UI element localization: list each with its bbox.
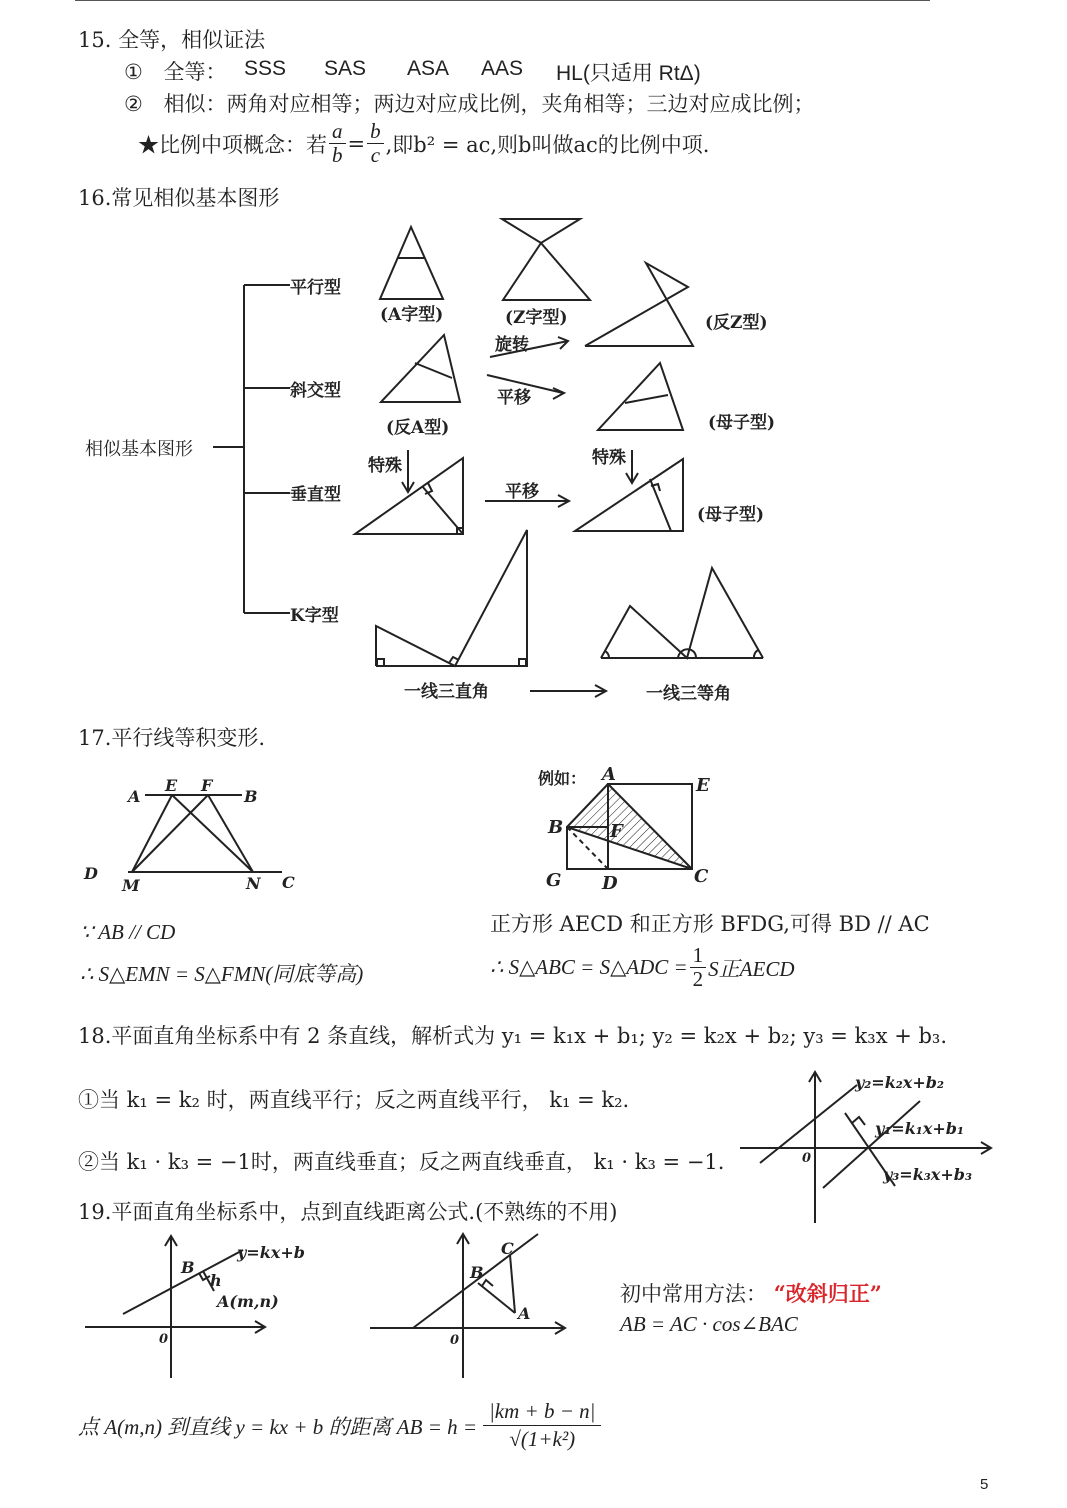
seg-en <box>172 795 253 872</box>
label-k-right: 一线三等角 <box>646 684 731 704</box>
page-number: 5 <box>980 1476 989 1493</box>
s15-star-suffix: ,即b² = ac,则b叫做ac的比例中项. <box>385 132 710 157</box>
pt-a: A <box>128 787 141 806</box>
pt-e: E <box>165 776 178 795</box>
s19-distance-prefix: 点 A(m,n) 到直线 y = kx + b 的距离 AB = h = <box>78 1414 478 1439</box>
section-19-title: 19.平面直角坐标系中，点到直线距离公式.(不熟练的不用) <box>78 1200 618 1224</box>
pt-c: C <box>282 873 295 892</box>
frac-den: √(1+k²) <box>509 1427 576 1452</box>
origin-label: 0 <box>159 1332 169 1347</box>
distance-graph-2 <box>365 1228 595 1383</box>
frac-num: |km + b − n| <box>483 1398 601 1426</box>
label-y1: y₁=k₁x+b₁ <box>875 1119 964 1138</box>
k-left-figure <box>376 530 527 666</box>
similar-shapes-diagram <box>0 205 1067 715</box>
seg-fn <box>208 795 253 872</box>
label-z-type: (Z字型) <box>505 308 568 328</box>
seg-fm <box>132 795 208 872</box>
s17-because: ∵ AB // CD <box>80 920 176 944</box>
label-y2: y₂=k₂x+b₂ <box>855 1073 944 1092</box>
sq-pt-e: E <box>696 775 710 796</box>
s19-distance-fraction <box>483 1398 601 1453</box>
s15-line1 <box>124 56 227 86</box>
s19-method-quote: “改斜归正” <box>773 1281 882 1306</box>
seg-em <box>132 795 172 872</box>
a-type-triangle <box>380 227 443 299</box>
sq-pt-a: A <box>602 764 616 785</box>
branch-oblique: 斜交型 <box>290 381 341 401</box>
s15-star-eq: = <box>347 131 366 156</box>
mother2-altitude <box>650 479 671 531</box>
s15-item-asa: ASA <box>407 57 450 80</box>
section-16-title: 16.常见相似基本图形 <box>78 186 280 210</box>
s17-result-prefix: ∴ S△ABC = S△ADC = <box>490 955 688 980</box>
s15-line1-num: ① <box>124 60 143 84</box>
label-h: h <box>210 1271 222 1290</box>
s15-frac-b-c <box>367 120 384 167</box>
k-right-angle-1 <box>605 651 609 658</box>
mother1-cross-line <box>625 395 668 403</box>
sq-pt-c: C <box>694 866 709 887</box>
s17-half-fraction <box>690 944 707 991</box>
z-type-bottom-triangle <box>503 243 590 300</box>
top-rule <box>75 0 930 1</box>
s15-line2-text: 相似：两角对应相等；两边对应成比例，夹角相等；三边对应成比例； <box>163 92 815 116</box>
s15-item-sss: SSS <box>244 57 287 80</box>
k-right-angle-3 <box>754 650 758 658</box>
s19-distance-formula <box>78 1398 603 1453</box>
s15-item-aas: AAS <box>481 57 524 80</box>
label-rev-z: (反Z型) <box>705 313 768 333</box>
s19-method <box>620 1278 882 1308</box>
pt-f: F <box>201 776 213 795</box>
s15-item-hl: HL(只适用 RtΔ) <box>556 62 701 85</box>
mother1-triangle <box>598 363 683 430</box>
frac-num: b <box>367 120 384 144</box>
rev-a-triangle <box>381 335 460 402</box>
label-k-left: 一线三直角 <box>404 682 489 702</box>
seg-ba <box>478 1283 515 1313</box>
seg-ca <box>510 1255 515 1313</box>
root-label: 相似基本图形 <box>85 439 193 460</box>
s15-star-line <box>138 120 709 167</box>
sq-pt-f: F <box>610 821 623 842</box>
lines-graph <box>735 1068 995 1228</box>
s15-star-prefix: ★比例中项概念：若 <box>138 132 327 157</box>
pt-b: B <box>244 787 258 806</box>
section-17-title: 17.平行线等积变形. <box>78 726 266 750</box>
section-15-title: 15. 全等，相似证法 <box>78 28 266 52</box>
label-a: A <box>518 1304 531 1323</box>
k-left-right-mark-2 <box>519 659 526 666</box>
s15-line1-label: 全等： <box>163 60 227 84</box>
label-y3: y₃=k₃x+b₃ <box>883 1165 972 1184</box>
label-line: y=kx+b <box>237 1243 305 1262</box>
frac-num: a <box>329 120 346 144</box>
label-mother2: (母子型) <box>697 505 765 525</box>
origin-label: 0 <box>802 1151 812 1166</box>
label-mother1: (母子型) <box>708 413 776 433</box>
label-c: C <box>501 1239 514 1258</box>
s15-line2-num: ② <box>124 92 143 116</box>
s15-line2 <box>124 88 815 118</box>
label-translate1: 平移 <box>497 388 531 408</box>
s18-item1: ①当 k₁ = k₂ 时，两直线平行；反之两直线平行， k₁ = k₂. <box>78 1088 630 1112</box>
sq-pt-b: B <box>548 817 564 838</box>
s15-frac-a-b <box>329 120 346 167</box>
pt-d: D <box>84 864 98 883</box>
label-a: A(m,n) <box>217 1292 279 1311</box>
s17-square-text: 正方形 AECD 和正方形 BFDG,可得 BD // AC <box>490 912 930 936</box>
perp-mark <box>852 1117 865 1125</box>
s17-result-suffix: S正AECD <box>708 956 795 981</box>
rev-z-figure <box>585 263 693 346</box>
frac-den: b <box>332 143 343 168</box>
k-right-figure <box>601 568 763 658</box>
square-area-diagram <box>530 760 730 895</box>
frac-den: c <box>370 143 381 168</box>
label-special1: 特殊 <box>368 456 402 476</box>
label-b: B <box>181 1258 195 1277</box>
right-angle-mark <box>482 1280 493 1286</box>
s18-item2: ②当 k₁ · k₃ = −1时，两直线垂直；反之两直线垂直， k₁ · k₃ = −1. <box>78 1150 725 1174</box>
label-rev-a: (反A型) <box>386 418 450 438</box>
distance-graph-1 <box>75 1228 315 1383</box>
s15-item-sas: SAS <box>324 57 367 80</box>
branch-parallel: 平行型 <box>290 278 341 298</box>
branch-k: K字型 <box>290 606 339 626</box>
branch-perpendicular: 垂直型 <box>290 485 341 505</box>
k-left-right-mark-1 <box>377 659 384 666</box>
label-b: B <box>470 1263 484 1282</box>
s19-method-formula: AB = AC · cos∠BAC <box>620 1312 798 1336</box>
section-18-title: 18.平面直角坐标系中有 2 条直线，解析式为 y₁ = k₁x + b₁; y₂ = k₂x + b₂; y₃ = k₃x + b₃. <box>78 1024 948 1048</box>
pt-m: M <box>122 876 140 895</box>
s17-therefore: ∴ S△EMN = S△FMN(同底等高) <box>80 962 364 986</box>
translate1-arrowhead <box>553 388 564 399</box>
z-type-top-triangle <box>502 219 580 243</box>
s19-method-prefix: 初中常用方法： <box>620 1282 767 1306</box>
frac-num: 1 <box>690 944 707 968</box>
rev-a-cross-line <box>415 363 452 378</box>
example-label: 例如： <box>538 769 587 788</box>
pt-n: N <box>246 874 261 893</box>
parallel-area-diagram <box>70 755 330 905</box>
sq-pt-d: D <box>602 873 618 894</box>
label-translate2: 平移 <box>505 482 539 502</box>
frac-den: 2 <box>692 967 704 992</box>
s17-square-result <box>490 944 795 991</box>
label-rotate: 旋转 <box>495 335 529 355</box>
sq-pt-g: G <box>546 870 562 891</box>
origin-label: 0 <box>450 1333 460 1348</box>
label-a-type: (A字型) <box>380 305 444 325</box>
label-special2: 特殊 <box>592 448 626 468</box>
